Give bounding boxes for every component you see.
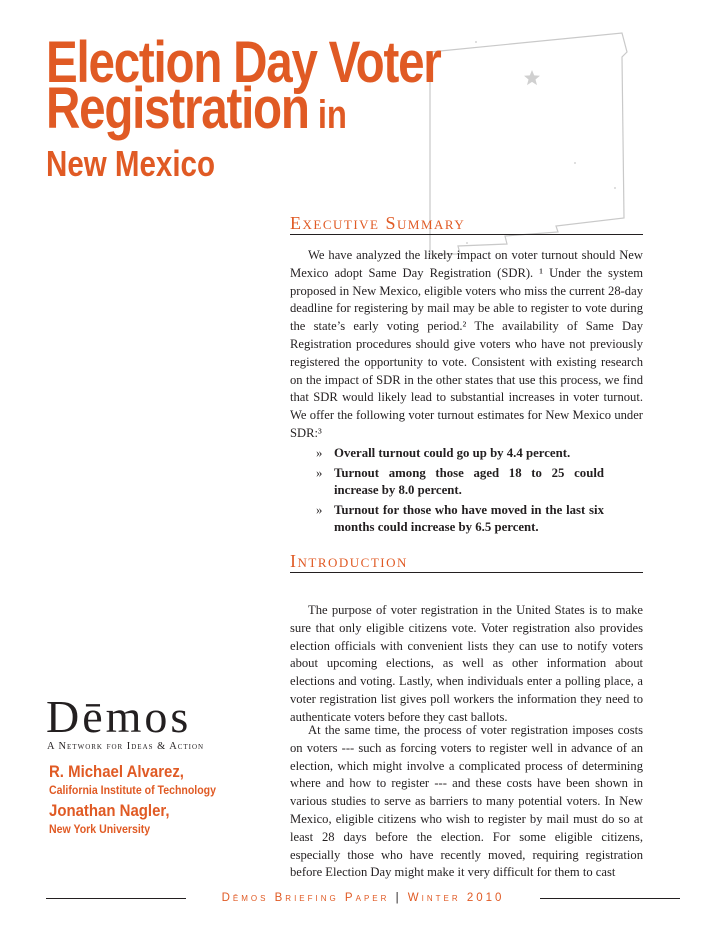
title-line-2-main: Registration (46, 76, 309, 141)
bullet-glyph: » (316, 503, 323, 517)
introduction-paragraph-1: The purpose of voter registration in the United States is to make sure that only eligible citizens vote. Voter registration also provides election officials with convenient lists they can use to notify voters about upcoming elections, as well as other information about elections and voting. Lastly, when individuals enter a polling place, a voter registration list gives poll workers the information they need to authenticate voters before they cast ballots. (290, 603, 643, 724)
findings-list (312, 445, 604, 539)
bullet-glyph: » (316, 466, 323, 480)
footer-banner (186, 889, 540, 907)
demos-logo: Dēmos (46, 691, 192, 742)
author-name: R. Michael Alvarez, (49, 762, 184, 781)
finding-text: Overall turnout could go up by 4.4 percent. (334, 446, 571, 460)
footer-separator: | (395, 892, 402, 904)
introduction-heading: Introduction (290, 551, 643, 573)
author-name: Jonathan Nagler, (49, 801, 170, 820)
demos-tagline: A Network for Ideas & Action (47, 741, 205, 752)
finding-item (312, 445, 604, 462)
footer-date: Winter 2010 (407, 892, 505, 904)
footer-rule-right (540, 898, 680, 899)
title-line-3: New Mexico (46, 143, 215, 184)
finding-text: Turnout among those aged 18 to 25 could increase by 8.0 percent. (334, 466, 604, 497)
title-line-2-suffix: in (308, 93, 347, 137)
title-line-1: Election Day Voter (46, 30, 441, 95)
executive-summary-heading: Executive Summary (290, 213, 643, 235)
executive-summary-paragraph: We have analyzed the likely impact on voter turnout should New Mexico adopt Same Day Registration (SDR). ¹ Under the system proposed in New Mexico, eligible voters who miss the current 28-day deadline for registering by mail may be able to register to vote during the state’s early voting period.² The availability of Same Day Registration procedures should give voters who have not previously registered the opportunity to vote. Consistent with existing research on the impact of SDR in the other states that use this process, we find that SDR would likely lead to substantial increases in voter turnout. We offer the following voter turnout estimates for New Mexico under SDR:³ (290, 248, 643, 440)
author-affiliation: New York University (49, 822, 151, 836)
author-affiliation: California Institute of Technology (49, 783, 217, 797)
footer-series: Dēmos Briefing Paper (221, 892, 390, 904)
document-title (46, 30, 441, 184)
finding-item (312, 502, 604, 536)
finding-text: Turnout for those who have moved in the last six months could increase by 6.5 percent. (334, 503, 604, 534)
introduction-paragraph-2: At the same time, the process of voter registration imposes costs on voters --- such as forcing voters to register well in advance of an election, which might involve a complicated process of determining where and how to register --- and these costs have been shown in various studies to serve as barriers to many potential voters. In New Mexico, eligible citizens who wish to register by mail must do so at least 28 days before the election. For some eligible citizens, especially those who have recently moved, requiring registration before Election Day might make it very difficult for them to cast (290, 723, 643, 880)
footer-rule-left (46, 898, 186, 899)
capital-star-icon (524, 70, 540, 85)
bullet-glyph: » (316, 446, 323, 460)
finding-item (312, 465, 604, 499)
